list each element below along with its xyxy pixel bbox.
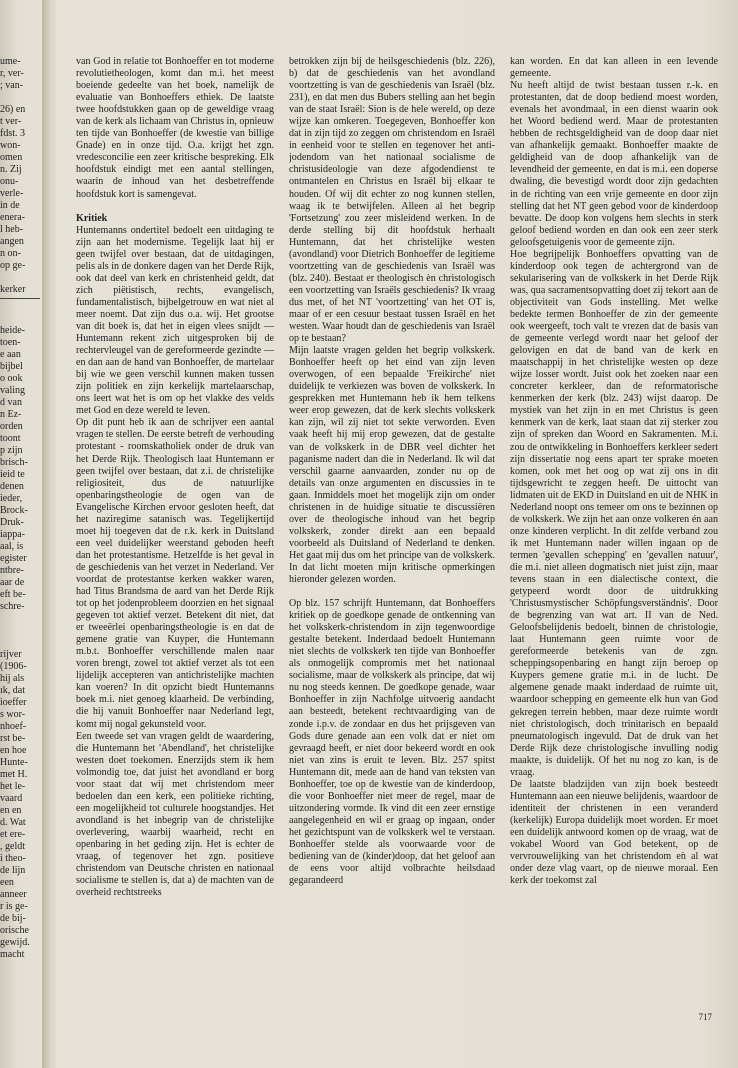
margin-text-fragment: enera- — [0, 212, 25, 223]
paragraph: van God in relatie tot Bonhoeffer en tot moderne revolutietheologen, komt dan m.i. het meest boeiende gedeelte van het boek, namelijk de evaluatie van Bonhoeffers ethiek. De laatste twee hoofdstukken gaan op de geweldige vraag van de kerk als lichaam van Christus in, opnieuw ten tijde van Bonhoeffer (de kwestie van billige Gnade) en in onze tijd. O.a. krijgt het zgn. vredesconcilie een zeer kritische bespreking. Elk hoofdstuk eindigt met een aantal stellingen, waarin de inhoud van het desbetreffende hoofdstuk kort is samengevat. — [76, 56, 274, 200]
margin-text-fragment: gewijd. — [0, 937, 30, 948]
margin-text-fragment: aar de — [0, 577, 25, 588]
margin-text-fragment: p zijn — [0, 445, 23, 456]
margin-text-fragment: kerker — [0, 284, 26, 295]
margin-text-fragment: s wor- — [0, 709, 26, 720]
margin-text-fragment: en hoe — [0, 745, 27, 756]
margin-text-fragment: heide- — [0, 325, 25, 336]
margin-text-fragment: Hunte- — [0, 757, 28, 768]
margin-text-fragment: schre- — [0, 601, 25, 612]
margin-text-fragment — [0, 272, 42, 284]
margin-text-fragment: iappa- — [0, 529, 25, 540]
margin-text-fragment: ieder, — [0, 493, 23, 504]
margin-text-fragment: nhoef- — [0, 721, 27, 732]
margin-text-fragment: met H. — [0, 769, 28, 780]
margin-text-fragment: angen — [0, 236, 24, 247]
margin-text-fragment: o ook — [0, 373, 23, 384]
page-number: 717 — [698, 1012, 712, 1022]
margin-text-fragment: rijver — [0, 649, 22, 660]
margin-text-fragment — [0, 313, 42, 325]
margin-text-fragment: hij als — [0, 673, 25, 684]
margin-text-fragment: 26) en — [0, 104, 26, 115]
column-1 — [76, 56, 274, 1016]
margin-text-fragment: ioeffer — [0, 697, 27, 708]
margin-text-fragment: ; van- — [0, 80, 24, 91]
margin-text-fragment: e aan — [0, 349, 21, 360]
margin-text-fragment: valing — [0, 385, 25, 396]
margin-text-fragment: anneer — [0, 889, 27, 900]
margin-text-fragment: d van — [0, 397, 22, 408]
margin-text-fragment: n on- — [0, 248, 21, 259]
paragraph: Nu heeft altijd de twist bestaan tussen r.-k. en protestanten, dat de doop bediend moest worden, evenals het avondmaal, in een dienst waarin ook het Woord bediend werd. Maar de protestanten hebben de rechtsgeldigheid van de doop daar niet van afhankelijk gemaakt. Bonhoeffer maakte de geldigheid van de doop afhankelijk van de levendheid der gemeente, en dat is m.i. een doperse dwaling, die bevestigd wordt door zijn gedachten in de richting van een vrije gemeente en door zijn stelling dat het NT geen gebod voor de kinderdoop bevatte. De doop kon volgens hem slechts in sterk geloof bediend worden en dan ook een zeer sterk geloofsgetuigenis voor de gemeente zijn. — [510, 80, 718, 248]
margin-text-fragment — [0, 613, 42, 625]
margin-text-fragment: in de — [0, 200, 20, 211]
margin-text-fragment — [0, 92, 42, 104]
paragraph: Op blz. 157 schrijft Huntemann, dat Bonhoeffers kritiek op de goedkope genade de ontkenning van het volkskerk-christendom in zijn tegenwoordige gestalte betekent. Inderdaad bedoelt Huntemann niet slechts de volkskerk ten tijde van Bonhoeffer als onmogelijk compromis met het nationaal socialisme, maar de volkskerk als principe, dat wij nu nog steeds kennen. De goedkope genade, waar Bonhoeffer in zijn Nachfolge uitvoerig aandacht aan besteedt, betekent rechtvaardiging van de zonde i.p.v. de zondaar en dus het prijsgeven van Gods dure genade aan een volk dat er niet om gevraagd heeft, er niet door bekeerd wordt en ook niet van zins is eruit te leven. Blz. 257 spitst Huntemann dit, mede aan de hand van teksten van Bonhoeffer, toe op de kwestie van de kinderdoop, die voor Bonhoeffer niet meer de regel, maar de uitzondering vormde. Ik vind dit een zeer ernstige aangelegenheid en wil er graag op ingaan, onder het gezichtspunt van de volkskerk wel te verstaan. Bonhoeffer stelde als voorwaarde voor de bediening van de (kinder)doop, dat het geloof aan de eens voor altijd volbrachte heilsdaad gegarandeerd — [289, 598, 495, 887]
margin-text-fragment — [0, 637, 42, 649]
margin-text-fragment: op ge- — [0, 260, 26, 271]
margin-text-fragment: omen — [0, 152, 23, 163]
column-2 — [289, 56, 495, 1016]
margin-text-fragment: het le- — [0, 781, 26, 792]
margin-text-fragment: een — [0, 877, 14, 888]
margin-text-fragment: ık, dat — [0, 685, 25, 696]
margin-text-fragment: orden — [0, 421, 23, 432]
margin-text-fragment: i theo- — [0, 853, 26, 864]
margin-text-fragment: d. Wat — [0, 817, 26, 828]
margin-text-fragment — [0, 625, 42, 637]
paragraph: Op dit punt heb ik aan de schrijver een aantal vragen te stellen. De eerste betreft de verhouding protestant - roomskatholiek onder de druk van het Derde Rijk. Theologisch laat Huntemann er geen twijfel over bestaan, dat z.i. de christelijke religiositeit, dus de natuurlijke openbaringstheologie de ogen van de Evangelische Kirchen ervoor gesloten heeft, dat het naziregime satanisch was. Tegelijkertijd moet hij toegeven dat de r.k. kerk in Duitsland een veel duidelijker weerstand geboden heeft dan het protestantisme. Hetzelfde is het geval in de geschiedenis van het verzet in Nederland. Ver voordat de protestantse kerken wakker waren, had Titus Brandsma de aard van het Derde Rijk tot op het jodenprobleem doorzien en het signaal gegeven tot aktief verzet. Betekent dit niet, dat er tweeërlei openbaringstheologie is en dat de gemene gratie van Kuyper, die Huntemann m.b.t. Bonhoeffer verschillende malen naar voren brengt, zowel tot aktief verzet als tot een lijdelijk accepteren van antichristelijke machten kan voeren? In dit opzicht biedt Huntemanns boek m.i. niet genoeg klaarheid. De verbinding, die hij vanuit Bonhoeffer naar Nederland legt, komt mij nogal gekunsteld voor. — [76, 417, 274, 730]
margin-text-fragment: bijbel — [0, 361, 23, 372]
margin-text-fragment: macht — [0, 949, 25, 960]
paragraph: Huntemanns ondertitel bedoelt een uitdaging te zijn aan het modernisme. Tegelijk laat hij er geen twijfel over bestaan, dat de uitdagingen, pelis als in de donkere dagen van het Derde Rijk, ook dat deel van kerk en christenheid geldt, dat zich piëtistisch, rechts, evangelisch, fundamentalistisch, bijbelgetrouw en wat niet al meer noemt. Dat zijn dus o.a. wij. Het grootse van dit boek is, dat het in eigen vlees snijdt — Huntemann rekent zich uitgesproken bij de rechtervleugel van de gereformeerde gezindte — en dan aan de hand van Bonhoeffer, de martelaar bij wie we geen verschil kunnen maken tussen zijn politiek en zijn kerkelijk martelaarschap, ons leert wat het is om op het vlakke des velds met God en deze wereld te leven. — [76, 224, 274, 417]
column-3 — [510, 56, 718, 1016]
margin-text-fragment: vaard — [0, 793, 23, 804]
margin-text-fragment: aal, is — [0, 541, 24, 552]
margin-text-fragment: fdst. 3 — [0, 128, 25, 139]
margin-text-fragment: Brock- — [0, 505, 28, 516]
margin-text-fragment: orische — [0, 925, 29, 936]
margin-text-fragment: r, ver- — [0, 68, 24, 79]
margin-text-fragment: verle- — [0, 188, 24, 199]
section-heading: Kritiek — [76, 212, 108, 224]
margin-text-fragment: ieid te — [0, 469, 25, 480]
margin-text-fragment: l heb- — [0, 224, 24, 235]
margin-text-fragment: egister — [0, 553, 27, 564]
paragraph: betrokken zijn bij de heilsgeschiedenis (blz. 226), b) dat de geschiedenis van het avondland voortzetting is van de geschiedenis van Israël (blz. 231), en dat men dus Bubers stelling aan het begin van de staat Israël: Sion is de hele wereld, op deze wijze kan omkeren. Toegegeven, Bonhoeffer kon dat in zijn tijd zo zeggen om christendom en Israël in eenheid voor te stellen en tegenover het anti-jodendom van het nationaal socialisme de christusideologie van deze afgodendienst te ontmantelen en Christus en Israël bij elkaar te houden. Of wij dit echter zo nog kunnen stellen, waag ik te betwijfelen. Alleen al het begrip 'Fortsetzung' zou zeer misleidend werken. In de derde stelling bij dit hoofdstuk herhaalt Huntemann, dat het christelijke westen (avondland) voor Dietrich Bonhoeffer de legitieme voortzetting van de geschiedenis van Israël was (blz. 240). Bestaat er theologisch èn christologisch een voortzetting van Israëls geschiedenis? Ik vraag dus met, of het NT 'voortzetting' van het OT is, maar of er een cesuur bestaat tussen Israël en het westen. Waar houdt dan de geschiedenis van Israël op te bestaan? — [289, 56, 495, 345]
margin-text-fragment: brisch- — [0, 457, 28, 468]
margin-text-fragment: de bij- — [0, 913, 26, 924]
margin-text-fragment: en en — [0, 805, 22, 816]
margin-text-fragment: , geldt — [0, 841, 25, 852]
margin-text-fragment: Druk- — [0, 517, 24, 528]
paragraph: Een tweede set van vragen geldt de waardering, die Huntemann het 'Abendland', het christelijke westen doet toekomen. Enerzijds stem ik hem volmondig toe, dat juist het avondland er borg voor staat dat wij met christendom meer bedoelen dan een kerk, een politieke richting, een mogelijkheid tot culturele hoogstandjes. Het avondland is het inbegrip van de christelijke overlevering, waarbij waarheid, recht en openbaring in het geding zijn. Het is echter de vraag, of tegenover het zgn. positieve christendom van Deutsche christen en nationaal socialisme te stellen is, dat a) de machten van de overheid rechtstreeks — [76, 730, 274, 899]
margin-text-fragment: de lijn — [0, 865, 26, 876]
page-gutter — [42, 0, 56, 1068]
margin-text-fragment: denen — [0, 481, 24, 492]
margin-text-fragment: t ver- — [0, 116, 22, 127]
previous-page-edge-text — [0, 56, 42, 961]
margin-text-fragment: r is ge- — [0, 901, 28, 912]
margin-text-fragment: won- — [0, 140, 21, 151]
margin-text-fragment: (1906- — [0, 661, 27, 672]
margin-text-fragment: rst be- — [0, 733, 26, 744]
margin-text-fragment: n. Zij — [0, 164, 22, 175]
margin-text-fragment: onu- — [0, 176, 19, 187]
margin-text-fragment: eft be- — [0, 589, 26, 600]
margin-text-fragment: toont — [0, 433, 21, 444]
margin-text-fragment: ume- — [0, 56, 21, 67]
paragraph: kan worden. En dat kan alleen in een levende gemeente. — [510, 56, 718, 80]
paragraph: De laatste bladzijden van zijn boek besteedt Huntemann aan een nieuwe belijdenis, waardoor de identiteit der christenen in een veranderd (kerkelijk) Europa duidelijk moet worden. Er moet een duidelijk antwoord komen op de vraag, wat de vokabel Woord van God betekent, op de vervrouwelijking van het christendom eǹ al wat onder deze vlag vaart, op de nieuwe moraal. Een kerk der toekomst zal — [510, 778, 718, 887]
margin-text-fragment: toen- — [0, 337, 21, 348]
paragraph: Hoe begrijpelijk Bonhoeffers opvatting van de kinderdoop ook tegen de achtergrond van de sekularisering van de volkskerk in het Derde Rijk was, qua sacramentsopvatting doet zij tekort aan de objectiviteit van Gods instelling. Met welke bedekte termen Bonhoeffer de zin der gemeente ook weergeeft, toch valt te vrezen dat de basis van de gemeente verlegd wordt naar het geloof der gelovigen en dat de band van de kerk en maatschappij in het christelijke westen op deze wijze losser wordt. Juist ook het zoeken naar een concreter kerkleer, dan de reformatorische kenmerken der kerk (blz. 243) wijst daarop. De mystiek van het zijn in en met Christus is geen kenmerk van de kerk, laat staan dat zij sterker zou zijn of spreken dan Woord en Sakramenten. M.i. zou de ontwikkeling in Bonhoeffers kerkleer sedert zijn dissertatie nog eens apart ter sprake moeten komen, ook met het oog op wat zij ons in dit tijdsgewricht te zeggen heeft. De uittocht van lidmaten uit de EKD in Duitsland en uit de NHK in Nederland noopt ons temeer om ons te bezinnen op de volkskerk. We zijn het aan onze volkeren én aan onze kinderen verplicht. In dit zelfde verband zou ik met Huntemann nader willen ingaan op de termen 'gevallen schepping' en 'gevallen natuur', die m.i. niet alleen dogmatisch niet juist zijn, maar tevens staan in een dialectische context, die getypeerd wordt door de uitdrukking 'Christusmystischer Schöpfungsverständnis'. Door de begrenzing van wat art. II van de Ned. Geloofsbelijdenis bedoelt, binnen de christologie, laat Huntemann geen ruimte voor de gereformeerde betekenis van de zgn. scheppingsopenbaring en hangt zijn beroep op Kuypers gemene gratie m.i. in de lucht. De algemene genade maakt inderdaad de ruimte uit, waardoor schepping en gemeente elk hun van God gekregen terrein hebben, maar deze ruimte wordt niet christologisch, doch trinitarisch en bepaald pneumatologisch ingevuld. Dat de druk van het Derde Rijk deze christologische invulling nodig maakte, is duidelijk. Of het nu nog zo kan, is de vraag. — [510, 248, 718, 778]
margin-text-fragment — [0, 301, 42, 313]
paragraph: Mijn laatste vragen gelden het begrip volkskerk. Bonhoeffer heeft op het eind van zijn leven overwogen, of een bepaalde 'Freikirche' niet duidelijk te verkiezen was boven de volkskerk. In gesprekken met Huntemann heb ik hem telkens weer erop gewezen, dat de kerk slechts volkskerk kan zijn, wil zij niet tot sekte verworden. Even vaak heeft hij mij erop gewezen, dat de gestalte van de volkskerk in de DBR veel dichter het paganisme nadert dan die in Nederland. Ik wil dat verschil gaarne aanvaarden, zonder nu op de details van onze argumenten en discussies in te gaan. Inmiddels moet het mogelijk zijn om onder christenen in de huidige situatie te discussiëren over de theologische inhoud van het begrip volkskerk, zonder direkt aan een bepaald voorbeeld als Duitsland of Nederland te denken. Het gaat mij dus om het principe van de volkskerk. In dat licht moeten mijn kritische opmerkingen hieronder gelezen worden. — [289, 345, 495, 586]
margin-text-fragment: et ere- — [0, 829, 26, 840]
margin-text-fragment: ntbre- — [0, 565, 24, 576]
margin-text-fragment: n Ez- — [0, 409, 22, 420]
divider — [0, 298, 40, 299]
